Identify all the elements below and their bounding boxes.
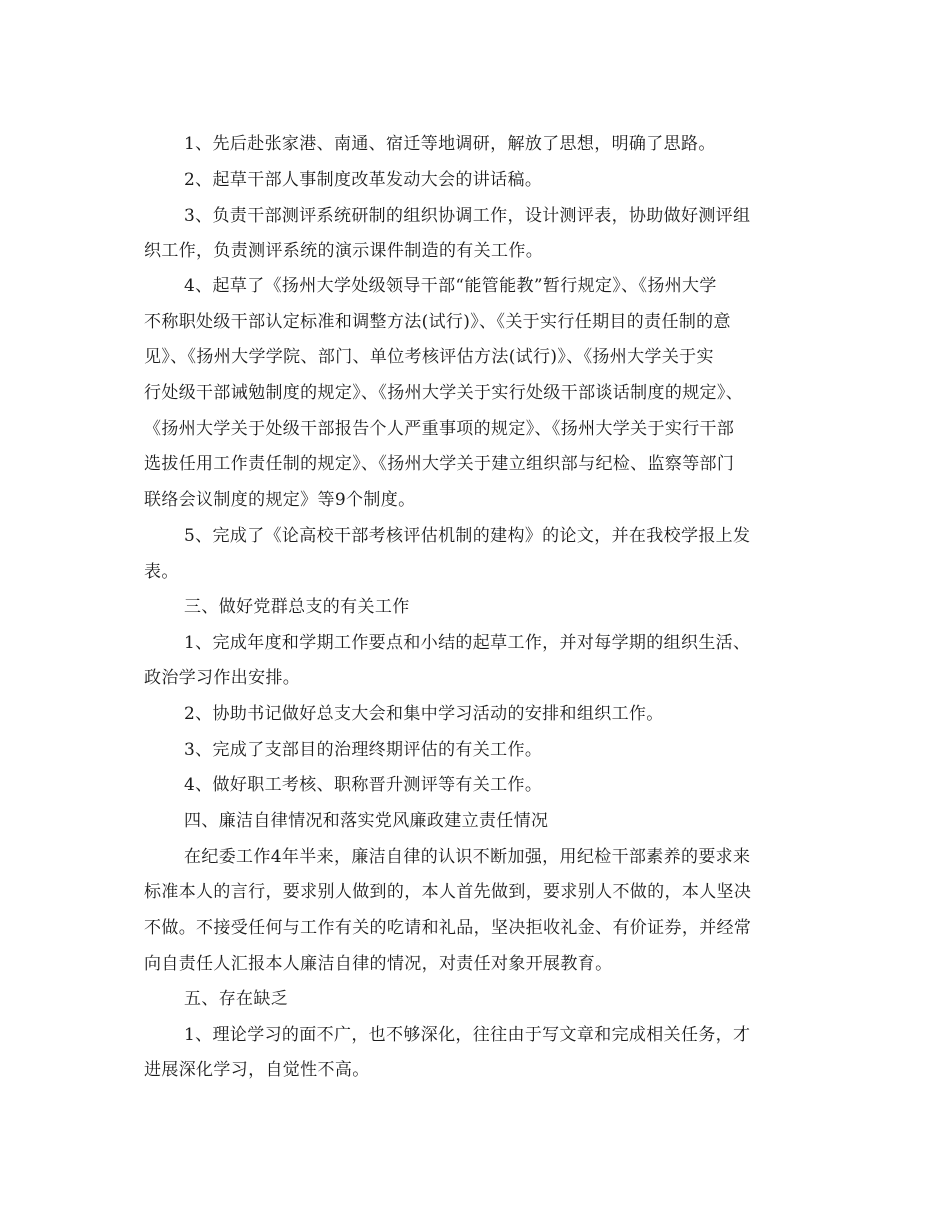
paragraph-line: 表。 [144, 562, 179, 582]
section-heading: 四、廉洁自律情况和落实党风廉政建立责任情况 [184, 811, 549, 831]
paragraph-line: 3、完成了支部目的治理终期评估的有关工作。 [184, 740, 543, 760]
paragraph-line: 行处级干部诫勉制度的规定》、《扬州大学关于实行处级干部谈话制度的规定》、 [144, 383, 744, 403]
paragraph-line: 1、先后赴张家港、南通、宿迁等地调研，解放了思想，明确了思路。 [184, 134, 716, 154]
paragraph-line: 不称职处级干部认定标准和调整方法(试行)》、《关于实行任期目的责任制的意 [144, 312, 731, 332]
paragraph-line: 《扬州大学关于处级干部报告个人严重事项的规定》、《扬州大学关于实行干部 [144, 419, 735, 439]
paragraph-line: 见》、《扬州大学学院、部门、单位考核评估方法(试行)》、《扬州大学关于实 [144, 347, 714, 367]
paragraph-line: 政治学习作出安排。 [144, 668, 301, 688]
paragraph-line: 进展深化学习，自觉性不高。 [144, 1060, 370, 1080]
paragraph-line: 向自责任人汇报本人廉洁自律的情况，对责任对象开展教育。 [144, 954, 613, 974]
section-heading: 五、存在缺乏 [184, 989, 289, 1009]
paragraph-line: 1、理论学习的面不广，也不够深化，往往由于写文章和完成相关任务，才 [184, 1025, 751, 1045]
paragraph-line: 选拔任用工作责任制的规定》、《扬州大学关于建立组织部与纪检、监察等部门 [144, 454, 735, 474]
paragraph-line: 5、完成了《论高校干部考核评估机制的建构》的论文，并在我校学报上发 [184, 526, 751, 546]
section-heading: 三、做好党群总支的有关工作 [184, 597, 410, 617]
paragraph-line: 4、做好职工考核、职称晋升测评等有关工作。 [184, 775, 543, 795]
paragraph-line: 在纪委工作4年半来，廉洁自律的认识不断加强，用纪检干部素养的要求来 [184, 847, 751, 867]
paragraph-line: 织工作，负责测评系统的演示课件制造的有关工作。 [144, 241, 544, 261]
paragraph-line: 4、起草了《扬州大学处级领导干部“能管能教”暂行规定》、《扬州大学 [184, 276, 717, 296]
paragraph-line: 联络会议制度的规定》等9个制度。 [144, 490, 416, 510]
paragraph-line: 不做。不接受任何与工作有关的吃请和礼品，坚决拒收礼金、有价证券，并经常 [144, 918, 752, 938]
paragraph-line: 标准本人的言行，要求别人做到的，本人首先做到，要求别人不做的，本人坚决 [144, 882, 752, 902]
paragraph-line: 3、负责干部测评系统研制的组织协调工作，设计测评表，协助做好测评组 [184, 206, 751, 226]
paragraph-line: 2、起草干部人事制度改革发动大会的讲话稿。 [184, 170, 543, 190]
paragraph-line: 2、协助书记做好总支大会和集中学习活动的安排和组织工作。 [184, 704, 664, 724]
paragraph-line: 1、完成年度和学期工作要点和小结的起草工作，并对每学期的组织生活、 [184, 633, 751, 653]
